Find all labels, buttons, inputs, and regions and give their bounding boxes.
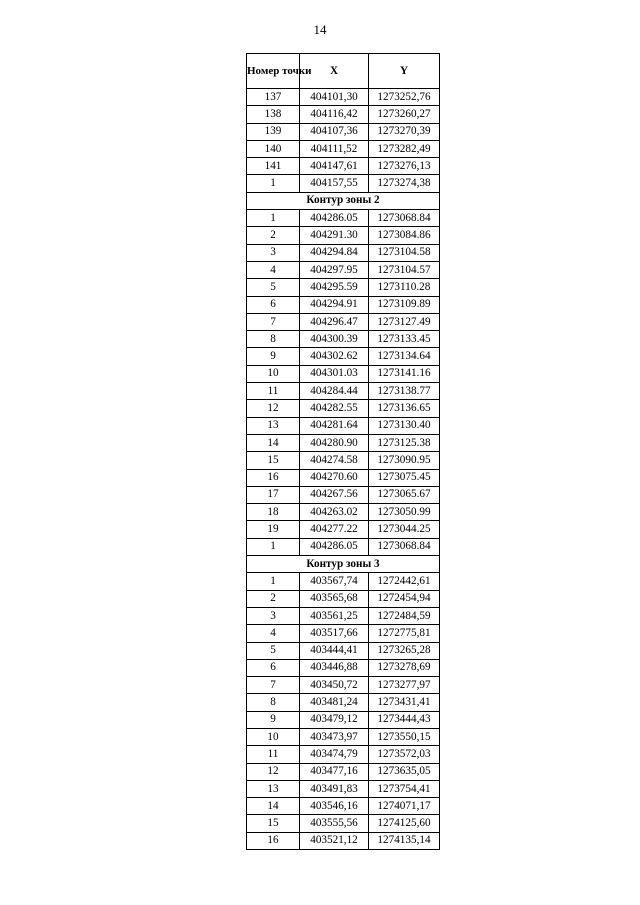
cell-y: 1273084.86 <box>369 227 440 244</box>
section-title: Контур зоны 3 <box>247 556 440 573</box>
section-header-row <box>247 556 440 573</box>
cell-y: 1273136.65 <box>369 400 440 417</box>
cell-point-number: 15 <box>247 452 300 469</box>
cell-point-number: 137 <box>247 89 300 106</box>
cell-x: 404284.44 <box>300 383 369 400</box>
cell-point-number: 141 <box>247 158 300 175</box>
cell-x: 404291.30 <box>300 227 369 244</box>
cell-y: 1273444,43 <box>369 711 440 728</box>
page-number: 14 <box>313 22 327 37</box>
cell-point-number: 11 <box>247 383 300 400</box>
cell-x: 404282.55 <box>300 400 369 417</box>
cell-x: 404297.95 <box>300 261 369 278</box>
table-row <box>247 469 440 486</box>
cell-y: 1273125.38 <box>369 434 440 451</box>
table-row <box>247 383 440 400</box>
table-row <box>247 452 440 469</box>
cell-x: 404281.64 <box>300 417 369 434</box>
cell-y: 1273572,03 <box>369 746 440 763</box>
cell-x: 404294.91 <box>300 296 369 313</box>
cell-y: 1273044.25 <box>369 521 440 538</box>
cell-x: 404111,52 <box>300 140 369 157</box>
cell-y: 1272442,61 <box>369 573 440 590</box>
table-row <box>247 279 440 296</box>
cell-point-number: 3 <box>247 607 300 624</box>
cell-point-number: 9 <box>247 711 300 728</box>
cell-y: 1272454,94 <box>369 590 440 607</box>
cell-point-number: 5 <box>247 642 300 659</box>
cell-x: 403446,88 <box>300 659 369 676</box>
cell-point-number: 140 <box>247 140 300 157</box>
cell-x: 403479,12 <box>300 711 369 728</box>
cell-x: 403521,12 <box>300 832 369 849</box>
table-row <box>247 106 440 123</box>
table-row <box>247 763 440 780</box>
cell-point-number: 1 <box>247 175 300 192</box>
cell-point-number: 1 <box>247 210 300 227</box>
table-row <box>247 832 440 849</box>
table-row <box>247 296 440 313</box>
cell-x: 403481,24 <box>300 694 369 711</box>
cell-y: 1273134.64 <box>369 348 440 365</box>
cell-x: 403473,97 <box>300 728 369 745</box>
table-row <box>247 521 440 538</box>
cell-point-number: 11 <box>247 746 300 763</box>
cell-y: 1273050.99 <box>369 504 440 521</box>
table-row <box>247 400 440 417</box>
table-row <box>247 659 440 676</box>
cell-point-number: 139 <box>247 123 300 140</box>
cell-y: 1273274,38 <box>369 175 440 192</box>
cell-x: 403565,68 <box>300 590 369 607</box>
cell-y: 1274125,60 <box>369 815 440 832</box>
cell-point-number: 19 <box>247 521 300 538</box>
cell-point-number: 17 <box>247 486 300 503</box>
cell-y: 1273109.89 <box>369 296 440 313</box>
column-header-y: Y <box>369 54 440 89</box>
table-row <box>247 504 440 521</box>
table-row <box>247 590 440 607</box>
cell-point-number: 9 <box>247 348 300 365</box>
cell-point-number: 6 <box>247 659 300 676</box>
section-header-row <box>247 192 440 209</box>
table-row <box>247 365 440 382</box>
cell-y: 1274071,17 <box>369 798 440 815</box>
coordinates-table <box>246 53 440 850</box>
cell-y: 1273065.67 <box>369 486 440 503</box>
cell-x: 404277.22 <box>300 521 369 538</box>
cell-point-number: 15 <box>247 815 300 832</box>
cell-x: 403555,56 <box>300 815 369 832</box>
cell-point-number: 14 <box>247 798 300 815</box>
cell-y: 1273090.95 <box>369 452 440 469</box>
table-row <box>247 798 440 815</box>
cell-y: 1273278,69 <box>369 659 440 676</box>
table-body <box>247 89 440 850</box>
cell-x: 404300.39 <box>300 331 369 348</box>
table-row <box>247 89 440 106</box>
table-row <box>247 677 440 694</box>
cell-point-number: 3 <box>247 244 300 261</box>
cell-y: 1273635,05 <box>369 763 440 780</box>
cell-x: 404263.02 <box>300 504 369 521</box>
cell-x: 404267.56 <box>300 486 369 503</box>
table-row <box>247 780 440 797</box>
table-row <box>247 313 440 330</box>
cell-y: 1273550,15 <box>369 728 440 745</box>
cell-y: 1272484,59 <box>369 607 440 624</box>
cell-x: 404280.90 <box>300 434 369 451</box>
cell-x: 403491,83 <box>300 780 369 797</box>
cell-x: 403567,74 <box>300 573 369 590</box>
table-header-row <box>247 54 440 89</box>
table-row <box>247 123 440 140</box>
cell-y: 1273133.45 <box>369 331 440 348</box>
table-row <box>247 210 440 227</box>
cell-y: 1273104.57 <box>369 261 440 278</box>
cell-point-number: 2 <box>247 590 300 607</box>
cell-y: 1273252,76 <box>369 89 440 106</box>
cell-point-number: 12 <box>247 763 300 780</box>
cell-y: 1273138.77 <box>369 383 440 400</box>
cell-y: 1273110.28 <box>369 279 440 296</box>
table-row <box>247 140 440 157</box>
cell-x: 404107,36 <box>300 123 369 140</box>
cell-x: 404301.03 <box>300 365 369 382</box>
cell-point-number: 13 <box>247 417 300 434</box>
cell-x: 403474,79 <box>300 746 369 763</box>
table-row <box>247 227 440 244</box>
cell-x: 404116,42 <box>300 106 369 123</box>
cell-x: 403477,16 <box>300 763 369 780</box>
cell-x: 404294.84 <box>300 244 369 261</box>
cell-x: 403444,41 <box>300 642 369 659</box>
cell-point-number: 5 <box>247 279 300 296</box>
table-row <box>247 642 440 659</box>
cell-x: 404274.58 <box>300 452 369 469</box>
cell-x: 404286.05 <box>300 210 369 227</box>
cell-point-number: 6 <box>247 296 300 313</box>
cell-x: 404302.62 <box>300 348 369 365</box>
cell-point-number: 12 <box>247 400 300 417</box>
cell-y: 1274135,14 <box>369 832 440 849</box>
table-row <box>247 746 440 763</box>
cell-y: 1273270,39 <box>369 123 440 140</box>
cell-x: 403517,66 <box>300 625 369 642</box>
cell-y: 1273127.49 <box>369 313 440 330</box>
cell-point-number: 14 <box>247 434 300 451</box>
cell-y: 1272775,81 <box>369 625 440 642</box>
table-row <box>247 486 440 503</box>
cell-x: 404296.47 <box>300 313 369 330</box>
table-row <box>247 158 440 175</box>
cell-y: 1273265,28 <box>369 642 440 659</box>
cell-point-number: 2 <box>247 227 300 244</box>
column-header-point-number: Номер точки <box>247 54 300 89</box>
cell-y: 1273277,97 <box>369 677 440 694</box>
cell-point-number: 8 <box>247 694 300 711</box>
table-row <box>247 434 440 451</box>
cell-y: 1273260,27 <box>369 106 440 123</box>
cell-y: 1273104.58 <box>369 244 440 261</box>
cell-point-number: 8 <box>247 331 300 348</box>
cell-y: 1273431,41 <box>369 694 440 711</box>
table-row <box>247 348 440 365</box>
cell-point-number: 7 <box>247 313 300 330</box>
cell-point-number: 4 <box>247 261 300 278</box>
cell-point-number: 13 <box>247 780 300 797</box>
cell-x: 404286.05 <box>300 538 369 555</box>
cell-point-number: 10 <box>247 728 300 745</box>
cell-point-number: 1 <box>247 573 300 590</box>
cell-point-number: 1 <box>247 538 300 555</box>
cell-x: 404101,30 <box>300 89 369 106</box>
cell-y: 1273754,41 <box>369 780 440 797</box>
section-title: Контур зоны 2 <box>247 192 440 209</box>
table-row <box>247 573 440 590</box>
column-header-x: X <box>300 54 369 89</box>
table-row <box>247 175 440 192</box>
cell-y: 1273141.16 <box>369 365 440 382</box>
table-row <box>247 538 440 555</box>
cell-point-number: 16 <box>247 832 300 849</box>
cell-y: 1273282,49 <box>369 140 440 157</box>
cell-y: 1273276,13 <box>369 158 440 175</box>
cell-x: 404157,55 <box>300 175 369 192</box>
table-row <box>247 331 440 348</box>
cell-point-number: 16 <box>247 469 300 486</box>
table-row <box>247 815 440 832</box>
cell-y: 1273068.84 <box>369 210 440 227</box>
cell-y: 1273068.84 <box>369 538 440 555</box>
cell-x: 404270.60 <box>300 469 369 486</box>
table-row <box>247 261 440 278</box>
cell-x: 403546,16 <box>300 798 369 815</box>
table-row <box>247 694 440 711</box>
cell-point-number: 10 <box>247 365 300 382</box>
cell-point-number: 4 <box>247 625 300 642</box>
table-row <box>247 625 440 642</box>
table-row <box>247 711 440 728</box>
cell-x: 403450,72 <box>300 677 369 694</box>
cell-y: 1273075.45 <box>369 469 440 486</box>
cell-x: 403561,25 <box>300 607 369 624</box>
cell-point-number: 7 <box>247 677 300 694</box>
cell-x: 404147,61 <box>300 158 369 175</box>
table-row <box>247 244 440 261</box>
cell-x: 404295.59 <box>300 279 369 296</box>
cell-y: 1273130.40 <box>369 417 440 434</box>
table-row <box>247 728 440 745</box>
table-row <box>247 607 440 624</box>
cell-point-number: 18 <box>247 504 300 521</box>
cell-point-number: 138 <box>247 106 300 123</box>
table-row <box>247 417 440 434</box>
